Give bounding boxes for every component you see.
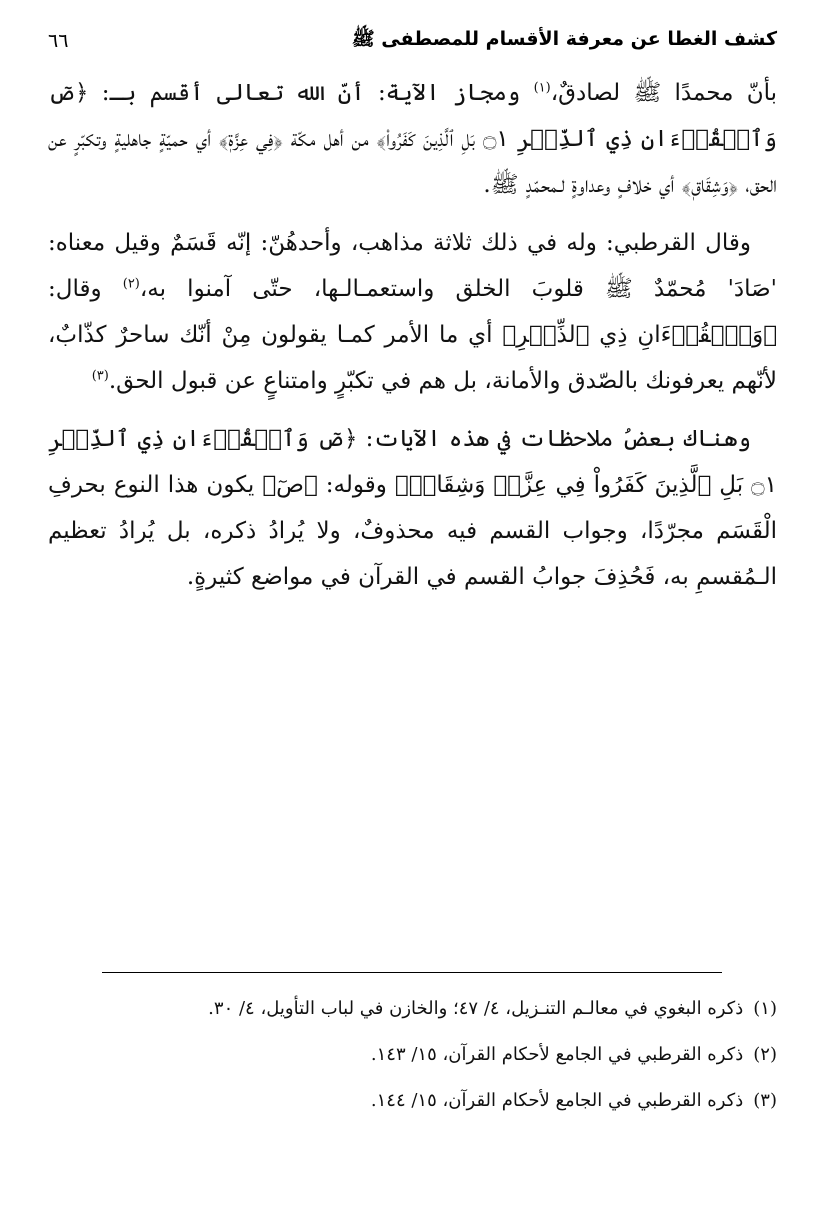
footnote-2 <box>48 1036 777 1074</box>
page-number: ٦٦ <box>48 30 69 52</box>
paragraph-2-rest: وقال: ﴿وَٱلۡقُرۡءَانِ ذِي ٱلذِّكۡرِ﴾ أي ما الأمر كمـا يقولون مِنْ أنّك ساحرٌ كذّابٌ، لأنّهم يعرفونك بالصّدق والأمانة، بل هم في تكبّرٍ وامتناعٍ عن قبول الحق. <box>48 276 777 394</box>
footnote-3-text: ذكره القرطبي في الجامع لأحكام القرآن، ١٥/ ١٤٤. <box>370 1090 744 1111</box>
paragraph-1-rest: ومجاز الآية: أنّ الله تعالى أقسم بـ: ﴿صٓ وَٱلۡقُرۡءَانِ ذِي ٱلذِّكۡرِ ۝١ بَلِ ٱلَّذِينَ كَفَرُواْ﴾ من أهل مكّة ﴿فِي عِزَّةٖ﴾ أي حميّةٍ جاهليةٍ وتكبّرٍ عن الحق، ﴿وَشِقَاقٖ﴾ أي خلافٍ وعداوةٍ لـمحمّدٍ ﷺ. <box>48 80 777 198</box>
footnote-1-number: (١) <box>753 998 777 1019</box>
footnotes <box>48 990 777 1128</box>
running-title: كشف الغطا عن معرفة الأقسام للمصطفى ﷺ <box>351 28 777 50</box>
paragraph-1 <box>48 70 777 208</box>
footnote-1-text: ذكره البغوي في معالـم التنـزيل، ٤/ ٤٧؛ والخازن في لباب التأويل، ٤/ ٣٠. <box>208 998 744 1019</box>
paragraph-2 <box>48 220 777 404</box>
page-header <box>48 24 777 58</box>
footnote-ref-2[interactable]: (٢) <box>122 276 140 292</box>
paragraph-1-text: بأنّ محمدًا ﷺ لصادقٌ، <box>550 80 778 106</box>
footnote-1 <box>48 990 777 1028</box>
paragraph-2-text: وقال القرطبي: وله في ذلك ثلاثة مذاهب، وأحدهُنّ: إنّه قَسَمٌ وقيل معناه: 'صَادَ' مُحمّدٌ ﷺ قلوبَ الخلق واستعمـالـها، حتّى آمنوا به، <box>48 230 778 302</box>
footnote-ref-3[interactable]: (٣) <box>91 368 109 384</box>
footnote-3 <box>48 1082 777 1120</box>
footnote-2-number: (٢) <box>753 1044 777 1065</box>
footnote-ref-1[interactable]: (١) <box>533 80 551 96</box>
paragraph-3: وهناك بعضُ ملاحظات في هذه الآيات: ﴿صٓ وَٱلۡقُرۡءَانِ ذِي ٱلذِّكۡرِ ۝١ بَلِ ٱلَّذِينَ كَفَرُواْ فِي عِزَّةٖ وَشِقَاقٖ﴾ وقوله: ﴿صٓ﴾ يكون هذا النوع بحرفِ الْقَسَم مجرّدًا، وجواب القسم فيه محذوفٌ، ولا يُرادُ ذكره، بل يُرادُ تعظيم الـمُقسمِ به، فَحُذِفَ جوابُ القسم في القرآن في مواضع كثيرةٍ. <box>48 426 777 590</box>
footnote-3-number: (٣) <box>753 1090 777 1111</box>
footnote-separator <box>102 972 722 973</box>
main-text <box>48 70 777 600</box>
footnote-2-text: ذكره القرطبي في الجامع لأحكام القرآن، ١٥/ ١٤٣. <box>370 1044 744 1065</box>
